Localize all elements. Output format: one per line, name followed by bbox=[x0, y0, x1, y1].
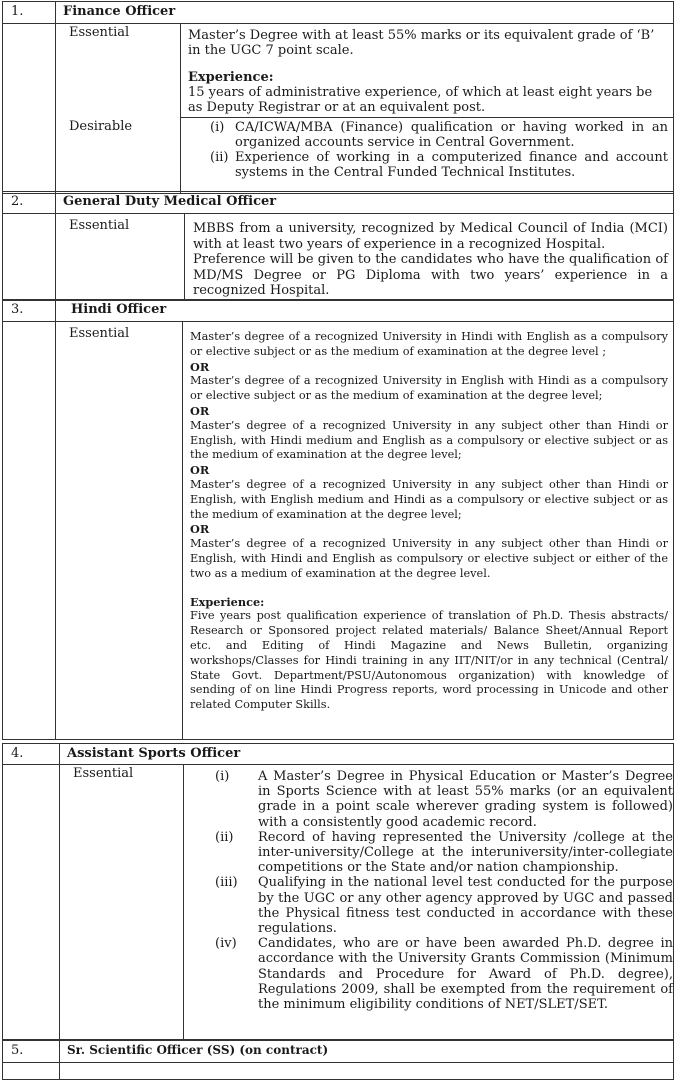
section-medical-officer bbox=[2, 191, 674, 301]
section-number: 1. bbox=[11, 4, 24, 19]
section-title: Hindi Officer bbox=[71, 302, 167, 317]
qualification-options bbox=[190, 330, 668, 713]
section-title: Assistant Sports Officer bbox=[67, 746, 241, 761]
essential-label: Essential bbox=[69, 218, 130, 233]
section-title: Sr. Scientific Officer (SS) (on contract) bbox=[67, 1043, 329, 1057]
list-item: (ii) Record of having represented the University /college at the inter-university/College at the interuniversity/inter-collegiate competitions or the State and/or nation championship. bbox=[215, 829, 673, 876]
essential-label: Essential bbox=[69, 25, 130, 40]
section-number: 3. bbox=[11, 302, 24, 317]
section-finance-officer bbox=[2, 1, 674, 194]
section-hindi-officer bbox=[2, 299, 674, 740]
section-number: 5. bbox=[11, 1043, 24, 1058]
desirable-list bbox=[210, 120, 668, 180]
section-title: General Duty Medical Officer bbox=[63, 194, 277, 209]
section-title: Finance Officer bbox=[63, 4, 176, 19]
desirable-label: Desirable bbox=[69, 119, 133, 134]
experience-text: 15 years of administrative experience, of which at least eight years be as Deputy Registrar or at an equivalent post. bbox=[188, 85, 653, 115]
experience-heading: Experience: bbox=[190, 594, 265, 609]
section-scientific-officer bbox=[2, 1040, 674, 1080]
section-sports-officer bbox=[2, 743, 674, 1040]
preference-text: Preference will be given to the candidates who have the qualification of MD/MS Degree or PG Diploma with two years’ experience in a recognized Hospital. bbox=[193, 252, 668, 298]
experience-heading: Experience: bbox=[188, 70, 274, 85]
option-text: Master’s degree of a recognized University in English with Hindi as a compulsory or elective subject or as the medium of examination at the degree level; bbox=[190, 374, 668, 403]
list-item: (i) A Master’s Degree in Physical Education or Master’s Degree in Sports Science with at least 55% marks (or an equivalent grade in a point scale wherever grading system is followed) with a consistently good academic record. bbox=[215, 769, 673, 830]
option-text: Master’s degree of a recognized University in any subject other than Hindi or English, with English medium and Hindi as a compulsory or elective subject or as the medium of examination at the degree level; bbox=[190, 477, 668, 521]
or-label: OR bbox=[190, 403, 210, 418]
option-text: Master’s degree of a recognized University in any subject other than Hindi or English, with Hindi medium and English as a compulsory or elective subject or as the medium of examination at the degree level; bbox=[190, 418, 668, 462]
requirements-list bbox=[215, 769, 673, 1012]
option-text: Master’s degree of a recognized University in any subject other than Hindi or English, with Hindi and English as compulsory or elective subject or either of the two as a medium of examination at the degree level. bbox=[190, 537, 668, 580]
list-item: (iii) Qualifying in the national level test conducted for the purpose by the UGC or any other agency approved by UGC and passed the Physical fitness test conducted in accordance with these regulations. bbox=[215, 875, 673, 937]
list-item: (iv) Candidates, who are or have been awarded Ph.D. degree in accordance with the University Grants Commission (Minimum Standards and Procedure for Award of Ph.D. degree), Regulations 2009, shall be exempted from the requirement of the minimum eligibility conditions of NET/SLET/SET. bbox=[215, 936, 673, 1013]
or-label: OR bbox=[190, 359, 210, 374]
list-item: (i) CA/ICWA/MBA (Finance) qualification or having worked in an organized accounts service in Central Government. bbox=[210, 120, 668, 150]
or-label: OR bbox=[190, 522, 210, 537]
or-label: OR bbox=[190, 463, 210, 478]
experience-text: Five years post qualification experience of translation of Ph.D. Thesis abstracts/ Research or Sponsored project related materials/ Balance Sheet/Annual Report etc. and Editing of Hindi Magazine and News Bulletin, organizing workshops/Classes for Hindi training in any IIT/NIT/or in any technical (Central/ State Govt. Department/PSU/Autonomous organization) with knowledge of sending of on line Hindi Progress reports, word processing in Unicode and other related Computer Skills. bbox=[190, 609, 668, 712]
essential-text: MBBS from a university, recognized by Medical Council of India (MCI) with at least two years of experience in a recognized Hospital. Preference will be given to the candidates who have the qualification of MD/MS Degree or PG Diploma with two years’ experience in a recognized Hospital. bbox=[193, 221, 668, 298]
essential-label: Essential bbox=[69, 326, 130, 341]
section-number: 4. bbox=[11, 746, 24, 761]
option-text: Master’s degree of a recognized University in Hindi with English as a compulsory or elective subject or as the medium of examination at the degree level ; bbox=[190, 330, 668, 358]
essential-label: Essential bbox=[73, 766, 134, 781]
section-number: 2. bbox=[11, 194, 24, 209]
essential-text: Master’s Degree with at least 55% marks or its equivalent grade of ‘B’ in the UGC 7 point scale. Experience: 15 years of administrative experience, of which at least eight years be as Deputy Registrar or at an equivalent post. bbox=[188, 28, 658, 115]
list-item: (ii) Experience of working in a computerized finance and account systems in the Central Funded Technical Institutes. bbox=[210, 150, 668, 180]
